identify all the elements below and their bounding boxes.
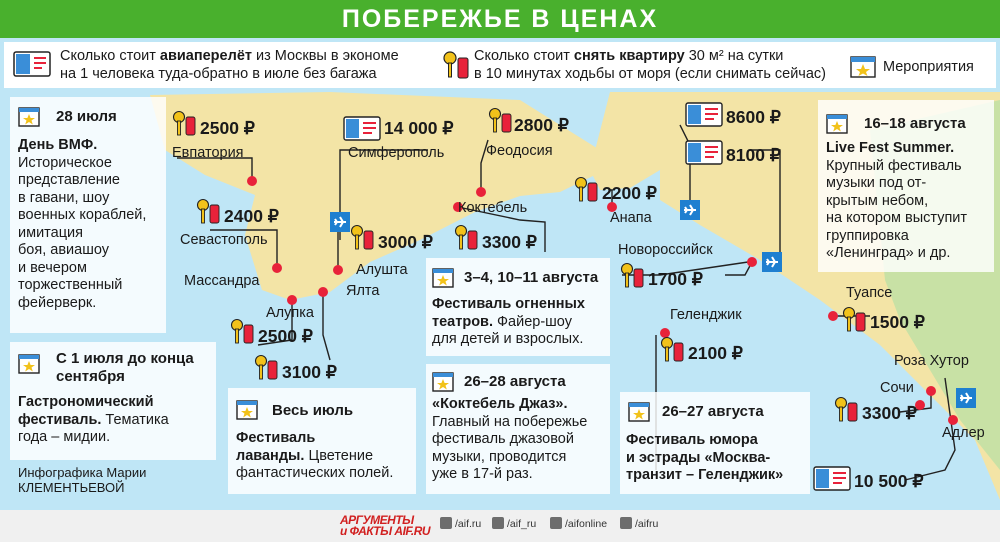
ok-icon xyxy=(620,517,632,529)
city-gelendzhik: Геленджик xyxy=(670,307,742,323)
city-simferopol: Симферополь xyxy=(348,145,445,161)
ticket-icon xyxy=(684,100,724,130)
city-alushta: Алушта xyxy=(356,262,408,278)
ticket-icon xyxy=(342,114,382,144)
airport-icon xyxy=(956,388,976,408)
key-icon xyxy=(196,198,222,226)
credit: Инфографика Марии КЛЕМЕНТЬЕВОЙ xyxy=(18,465,147,495)
calendar-icon xyxy=(432,266,454,288)
city-yalta: Ялта xyxy=(346,283,380,299)
link-ok[interactable]: /aifru xyxy=(620,517,658,530)
event-vmf: 28 июля День ВМФ. Историческое представление в гавани, шоу военных кораблей, имитация боя, авиашоу и вечером торжественный фейерверк. xyxy=(10,97,166,333)
event-fire: 3–4, 10–11 августа Фестиваль огненных театров. Файер-шоу для детей и взрослых. xyxy=(426,258,610,356)
twitter-icon xyxy=(492,517,504,529)
event-livefest: 16–18 августа Live Fest Summer. Крупный фестиваль музыки под от- крытым небом, на котором выступит группировка «Ленинград» и др. xyxy=(818,100,994,272)
key-icon xyxy=(834,396,860,424)
calendar-icon xyxy=(236,398,258,420)
price-novorossiysk: 1700 ₽ xyxy=(648,269,703,289)
key-icon xyxy=(620,262,646,290)
key-icon xyxy=(842,306,868,334)
calendar-icon xyxy=(18,352,40,374)
city-roza-khutor: Роза Хутор xyxy=(894,353,969,369)
key-icon xyxy=(254,354,280,382)
ticket-icon xyxy=(812,464,852,494)
airport-icon xyxy=(680,200,700,220)
city-evpatoria: Евпатория xyxy=(172,145,244,161)
ticket-icon xyxy=(684,138,724,168)
price-alushta: 3000 ₽ xyxy=(378,232,433,252)
city-adler: Адлер xyxy=(942,425,985,441)
price-gelendzhik-flight: 8100 ₽ xyxy=(726,145,781,165)
city-sochi: Сочи xyxy=(880,380,914,396)
vk-icon xyxy=(550,517,562,529)
price-simferopol-flight: 14 000 ₽ xyxy=(384,118,454,138)
legend-apartment: Сколько стоит снять квартиру 30 м² на сутки в 10 минутах ходьбы от моря (если снимать сейчас) xyxy=(474,48,827,82)
price-sochi: 3300 ₽ xyxy=(862,403,917,423)
key-icon xyxy=(488,107,514,135)
link-facebook[interactable]: /aif.ru xyxy=(440,517,481,530)
city-feodosia: Феодосия xyxy=(486,143,553,159)
key-icon xyxy=(660,336,686,364)
legend xyxy=(4,42,996,88)
key-icon xyxy=(574,176,600,204)
event-gastro: С 1 июля до конца сентября Гастрономический фестиваль. Тематика года – мидии. xyxy=(10,342,216,460)
legend-flight: Сколько стоит авиаперелёт из Москвы в экономе на 1 человека туда-обратно в июле без багажа xyxy=(60,48,399,82)
price-gelendzhik: 2100 ₽ xyxy=(688,343,743,363)
calendar-icon xyxy=(432,370,454,392)
city-sevastopol: Севастополь xyxy=(180,232,268,248)
key-icon xyxy=(454,224,480,252)
event-humor: 26–27 августа Фестиваль юмора и эстрады «Москва- транзит – Геленджик» xyxy=(620,392,810,494)
calendar-icon xyxy=(850,54,876,78)
city-novorossiysk: Новороссийск xyxy=(618,242,713,258)
calendar-icon xyxy=(628,400,650,422)
key-icon xyxy=(230,318,256,346)
price-sochi-flight: 10 500 ₽ xyxy=(854,471,924,491)
price-koktebel: 3300 ₽ xyxy=(482,232,537,252)
title-bar xyxy=(0,0,1000,38)
airport-icon xyxy=(762,252,782,272)
airport-icon xyxy=(330,212,350,232)
calendar-icon xyxy=(826,112,848,134)
price-evpatoria: 2500 ₽ xyxy=(200,118,255,138)
page-title: ПОБЕРЕЖЬЕ В ЦЕНАХ xyxy=(341,4,659,33)
brand-logo[interactable]: АРГУМЕНТЫ и ФАКТЫ AIF.RU xyxy=(340,513,431,538)
city-anapa: Анапа xyxy=(610,210,652,226)
event-lavender: Весь июль Фестиваль лаванды. Цветение фантастических полей. xyxy=(228,388,416,494)
facebook-icon xyxy=(440,517,452,529)
price-yalta: 3100 ₽ xyxy=(282,362,337,382)
key-icon xyxy=(172,110,198,138)
price-feodosia: 2800 ₽ xyxy=(514,115,569,135)
price-alupka: 2500 ₽ xyxy=(258,326,313,346)
city-alupka: Алупка xyxy=(266,305,314,321)
key-icon xyxy=(350,224,376,252)
price-anapa-flight: 8600 ₽ xyxy=(726,107,781,127)
calendar-icon xyxy=(18,105,40,127)
ticket-icon xyxy=(12,48,52,80)
key-icon xyxy=(442,50,472,82)
link-vk[interactable]: /aifonline xyxy=(550,517,607,530)
price-sevastopol: 2400 ₽ xyxy=(224,206,279,226)
price-tuapse: 1500 ₽ xyxy=(870,312,925,332)
city-massandra: Массандра xyxy=(184,273,260,289)
event-jazz: 26–28 августа «Коктебель Джаз». Главный на побережье фестиваль джазовой музыки, проводится уже в 17-й раз. xyxy=(426,364,610,494)
link-twitter[interactable]: /aif_ru xyxy=(492,517,536,530)
price-anapa: 2200 ₽ xyxy=(602,183,657,203)
legend-events: Мероприятия xyxy=(883,59,974,75)
city-tuapse: Туапсе xyxy=(846,285,893,301)
city-koktebel: Коктебель xyxy=(458,200,528,216)
